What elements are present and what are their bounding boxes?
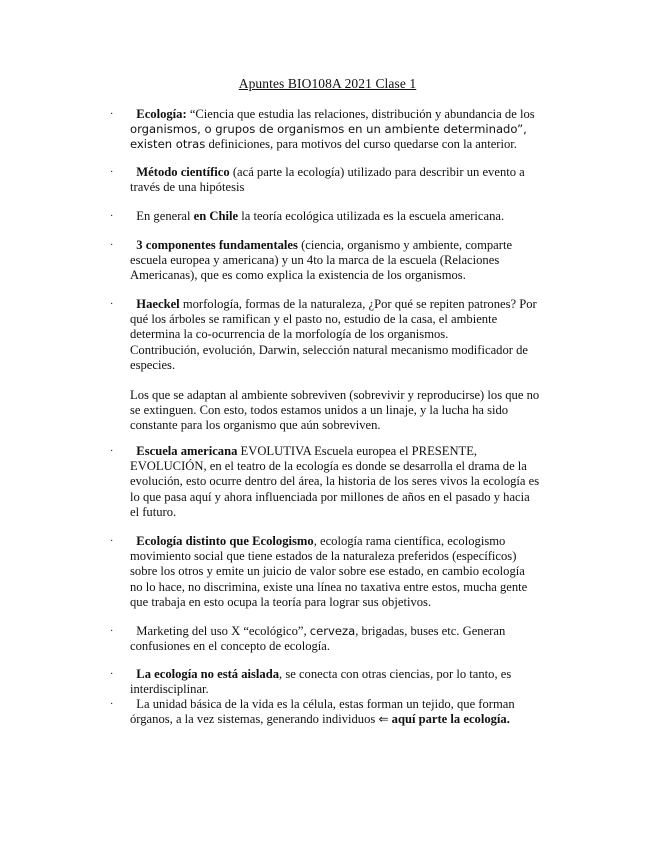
bullet: · [110,699,114,710]
list-item-no-aislada [110,667,540,697]
list-item-metodo-cientifico [110,165,540,195]
bullet: · [110,211,114,222]
item-text: EVOLUTIVA Escuela europea el PRESENTE, EVOLUCIÓN, en el teatro de la ecología es donde se desarrolla el drama de la evolución, esto ocurre dentro del área, la historia de los seres vivos la ecología es lo que pasa aquí y ahora influenciada por millones de años en el pasado y hacia el futuro. [130,444,540,519]
item-text-alt-font: cerveza [309,624,356,638]
list-item-ecologia [110,107,540,153]
item-text: morfología, formas de la naturaleza, ¿Por qué se repiten patrones? Por qué los árboles se ramifican y el pasto no, estudio de la casa, el ambiente determina la co-ocurrencia de la morfología de los organismos. [130,297,537,342]
list-item-3-componentes [110,238,540,284]
term-metodo-cientifico: Método científico [136,165,230,179]
term-3-componentes: 3 componentes fundamentales [136,238,298,252]
term-no-aislada: La ecología no está aislada [136,667,280,681]
term-escuela-americana: Escuela americana [136,444,238,458]
term-aqui-parte-la-ecologia: aquí parte la ecología. [388,712,510,727]
item-text: Marketing del uso X “ecológico”, [136,624,310,638]
list-item-en-chile [110,209,540,224]
item-text: , se conecta con otras ciencias, por lo tanto, es interdisciplinar. [130,667,512,697]
item-text: Contribución, evolución, Darwin, selección natural mecanismo modificador de especies. [130,342,528,372]
item-text: En general [136,209,194,223]
item-text: (acá parte la ecología) utilizado para describir un evento a través de una hipótesis [130,165,525,195]
item-text: , brigadas, buses etc. Generan confusiones en el concepto de ecología. [130,624,506,654]
bullet: · [110,669,114,680]
item-text: “Ciencia que estudia las relaciones, distribución y abundancia de los [186,107,535,121]
item-text: La unidad básica de la vida es la célula, estas forman un tejido, que forman órganos, a la vez sistemas, generando individuos [130,697,515,727]
item-text: Los que se adaptan al ambiente sobreviven (sobrevivir y reproducirse) los que no se extinguen. Con esto, todos estamos unidos a un linaje, y la lucha ha sido constante para los organismo que aún sobreviven. [130,388,540,433]
bullet: · [110,626,114,637]
term-ecologia: Ecología: [136,107,187,121]
item-text: (ciencia, organismo y ambiente, comparte escuela europea y americana) y un 4to la marca de la escuela (Relaciones Americanas), que es como explica la existencia de los organismos. [130,238,513,283]
term-ecologia-vs-ecologismo: Ecología distinto que Ecologismo [136,534,314,548]
bullet: · [110,240,114,251]
list-item-marketing [110,624,540,654]
list-item-escuela-americana [110,444,540,520]
bullet: · [110,167,114,178]
left-double-arrow-icon: ⇐ [378,712,389,727]
bullet: · [110,299,114,310]
item-text: , ecología rama científica, ecologismo movimiento social que tiene estados de la naturaleza preferidos (específicos) sobre los otros y emite un juicio de valor sobre ese estado, en cambio ecología no lo hace, no discrimina, existe una línea no taxativa entre estos, mucha gente que trabaja en esto ocupa la teoría para lograr sus objetivos. [130,534,528,609]
list-item-ecologismo [110,534,540,610]
bullet: · [110,446,114,457]
list-item-unidad-basica [110,697,540,727]
bullet: · [110,109,114,120]
item-text: la teoría ecológica utilizada es la escuela americana. [238,209,505,223]
bullet: · [110,536,114,547]
item-text-alt-font: organismos, o grupos de organismos en un ambiente determinado”, existen otras [130,122,527,152]
page-title: Apuntes BIO108A 2021 Clase 1 [238,76,417,91]
list-item-haeckel [110,297,540,434]
term-en-chile: en Chile [193,209,239,223]
item-text: definiciones, para motivos del curso quedarse con la anterior. [205,137,517,152]
term-haeckel: Haeckel [136,297,180,311]
